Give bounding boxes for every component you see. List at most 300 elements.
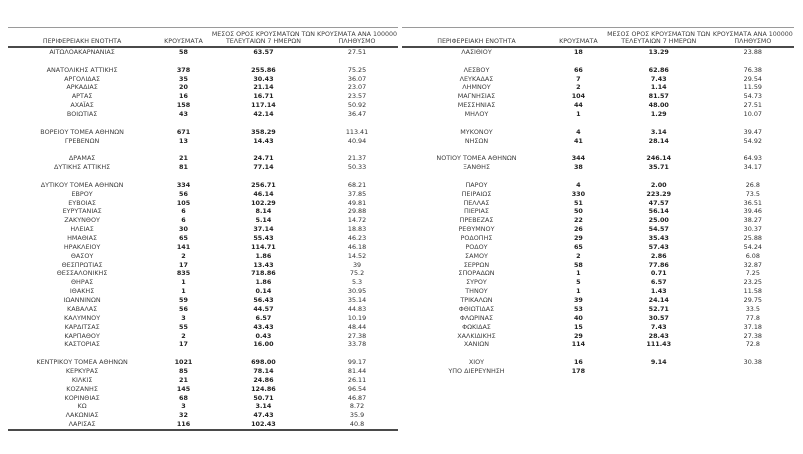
cases-value: 330 (571, 189, 586, 198)
per-100k-value: 14.72 (347, 216, 367, 225)
cases-value: 158 (176, 101, 191, 110)
avg-7day-value: 63.57 (253, 48, 274, 56)
region-name: ΚΑΛΥΜΝΟΥ (64, 313, 101, 322)
avg-7day-value: 1.29 (650, 110, 667, 119)
per-100k-value: 33.78 (347, 340, 367, 349)
table-row (402, 110, 794, 119)
col-header-cases-per-100k: ΚΡΟΥΣΜΑΤΑ ΑΝΑ 100000 ΠΛΗΘΥΣΜΟ (712, 30, 793, 45)
cases-value: 38 (573, 163, 583, 172)
per-100k-value: 21.37 (347, 154, 367, 163)
avg-7day-value: 358.29 (251, 127, 276, 136)
per-100k-value: 46.18 (347, 242, 367, 251)
table-row (402, 296, 794, 305)
table-row (402, 137, 794, 146)
table-row (402, 190, 794, 199)
per-100k-value: 27.51 (743, 101, 762, 110)
table-row (402, 66, 794, 75)
cases-value: 2 (181, 251, 186, 260)
avg-7day-value: 5.14 (255, 216, 272, 225)
per-100k-value: 75.2 (349, 269, 365, 278)
table-header (402, 27, 794, 48)
region-name: ΚΟΡΙΝΘΙΑΣ (64, 393, 100, 402)
table-row (8, 110, 398, 119)
per-100k-value: 37.85 (347, 189, 367, 198)
avg-7day-value: 44.57 (253, 304, 274, 313)
cases-value: 4 (576, 127, 581, 136)
group-spacer (8, 172, 398, 181)
table-row (8, 83, 398, 92)
region-name: ΣΕΡΡΩΝ (463, 260, 490, 269)
per-100k-value: 40.8 (349, 420, 365, 429)
table-row (8, 402, 398, 411)
per-100k-value: 30.38 (743, 358, 762, 367)
col-header-cases: ΚΡΟΥΣΜΑΤΑ (559, 37, 598, 45)
cases-value: 105 (176, 198, 191, 207)
table-row (8, 420, 398, 429)
table-row (8, 340, 398, 349)
avg-7day-value: 52.71 (648, 304, 669, 313)
cases-value: 145 (176, 384, 191, 393)
per-100k-value: 113.41 (345, 127, 369, 136)
avg-7day-value: 28.14 (648, 136, 669, 145)
region-name: ΕΥΡΥΤΑΝΙΑΣ (62, 207, 102, 216)
region-name: ΑΝΑΤΟΛΙΚΗΣ ΑΤΤΙΚΗΣ (46, 65, 118, 74)
avg-7day-value: 30.43 (253, 74, 274, 83)
cases-value: 81 (179, 163, 188, 172)
cases-value: 56 (179, 304, 188, 313)
avg-7day-value: 6.57 (650, 278, 667, 287)
region-name: ΛΕΣΒΟΥ (463, 65, 490, 74)
avg-7day-value: 21.14 (253, 83, 274, 92)
per-100k-value: 37.18 (743, 322, 762, 331)
table-row (402, 199, 794, 208)
avg-7day-value: 14.43 (253, 136, 274, 145)
cases-value: 4 (576, 180, 581, 189)
cases-value: 58 (179, 48, 188, 56)
avg-7day-value: 8.14 (255, 207, 272, 216)
region-name: ΧΙΟΥ (468, 358, 485, 367)
table-row (8, 199, 398, 208)
cases-value: 1021 (174, 358, 193, 367)
per-100k-value: 68.21 (347, 180, 367, 189)
group-spacer (8, 349, 398, 358)
avg-7day-value: 57.43 (648, 242, 669, 251)
table-body (8, 48, 398, 431)
region-name: ΜΕΣΣΗΝΙΑΣ (457, 101, 496, 110)
region-name: ΡΟΔΟΥ (465, 242, 488, 251)
region-name: ΠΑΡΟΥ (465, 180, 488, 189)
per-100k-value: 10.07 (743, 110, 762, 119)
per-100k-value: 50.33 (347, 163, 367, 172)
table-row (402, 154, 794, 163)
per-100k-value: 81.44 (347, 366, 367, 375)
region-name: ΛΑΡΙΣΑΣ (68, 420, 96, 429)
table-row (8, 163, 398, 172)
cases-value: 53 (573, 304, 583, 313)
table-row (8, 394, 398, 403)
avg-7day-value (606, 367, 712, 376)
per-100k-value: 5.3 (351, 278, 363, 287)
cases-value: 6 (181, 207, 186, 216)
per-100k-value: 72.8 (745, 340, 760, 349)
per-100k-value: 27.38 (347, 331, 367, 340)
table-row (8, 243, 398, 252)
region-name: ΕΒΡΟΥ (71, 189, 93, 198)
per-100k-value: 35.14 (347, 296, 367, 305)
cases-value: 29 (573, 331, 583, 340)
region-name: ΑΡΓΟΛΙΔΑΣ (64, 74, 101, 83)
cases-value: 116 (176, 420, 191, 429)
avg-7day-value: 35.71 (648, 163, 669, 172)
avg-7day-value: 3.14 (255, 402, 272, 411)
region-name: ΣΠΟΡΑΔΩΝ (458, 269, 495, 278)
per-100k-value: 29.54 (743, 74, 762, 83)
region-name: ΥΠΟ ΔΙΕΡΕΥΝΗΣΗ (448, 366, 505, 375)
avg-7day-value: 30.57 (648, 313, 669, 322)
avg-7day-value: 1.86 (255, 251, 272, 260)
cases-value: 1 (576, 287, 581, 296)
cases-value: 26 (573, 225, 583, 234)
per-100k-value: 26.8 (745, 180, 760, 189)
per-100k-value: 32.87 (743, 260, 762, 269)
cases-value: 17 (179, 260, 188, 269)
table-body (402, 48, 794, 376)
table-row (402, 358, 794, 367)
per-100k-value: 44.83 (347, 304, 367, 313)
per-100k-value: 76.38 (743, 65, 762, 74)
avg-7day-value: 50.71 (253, 393, 274, 402)
per-100k-value: 54.24 (743, 242, 762, 251)
avg-7day-value: 6.57 (255, 313, 272, 322)
region-name: ΛΕΥΚΑΔΑΣ (459, 74, 494, 83)
region-name: ΚΕΡΚΥΡΑΣ (65, 366, 99, 375)
cases-value: 114 (571, 340, 586, 349)
regional-cases-table-left (8, 27, 398, 431)
cases-value: 16 (179, 92, 188, 101)
table-row (8, 358, 398, 367)
group-spacer (8, 57, 398, 66)
regional-cases-table-right (402, 27, 794, 376)
per-100k-value: 29.88 (347, 207, 367, 216)
table-row (8, 385, 398, 394)
avg-7day-value: 25.00 (648, 216, 669, 225)
col-header-regional-unit: ΠΕΡΙΦΕΡΕΙΑΚΗ ΕΝΟΤΗΤΑ (42, 37, 122, 45)
table-row (402, 314, 794, 323)
table-row (8, 261, 398, 270)
avg-7day-value: 16.00 (253, 340, 274, 349)
region-name: ΘΑΣΟΥ (70, 251, 94, 260)
avg-7day-value: 1.43 (650, 287, 667, 296)
region-name: ΑΙΤΩΛΟΑΚΑΡΝΑΝΙΑΣ (49, 48, 115, 56)
cases-value: 1 (576, 269, 581, 278)
cases-value: 2 (576, 251, 581, 260)
per-100k-value: 46.87 (347, 393, 367, 402)
avg-7day-value: 28.43 (648, 331, 669, 340)
cases-value: 30 (179, 225, 188, 234)
per-100k-value: 8.72 (349, 402, 365, 411)
cases-value: 344 (571, 154, 586, 163)
per-100k-value: 23.07 (347, 83, 367, 92)
per-100k-value (712, 367, 794, 376)
cases-value: 40 (573, 313, 583, 322)
avg-7day-value: 255.86 (251, 65, 276, 74)
table-row (402, 323, 794, 332)
cases-value: 2 (181, 331, 186, 340)
avg-7day-value: 24.14 (648, 296, 669, 305)
table-row (8, 137, 398, 146)
table-row (402, 163, 794, 172)
per-100k-value: 73.5 (745, 189, 760, 198)
table-row (402, 128, 794, 137)
cases-value: 41 (573, 136, 583, 145)
per-100k-value: 99.17 (347, 358, 367, 367)
table-row (8, 314, 398, 323)
table-row (402, 367, 794, 376)
avg-7day-value: 117.14 (251, 101, 276, 110)
region-name: ΚΕΝΤΡΙΚΟΥ ΤΟΜΕΑ ΑΘΗΝΩΝ (36, 358, 128, 367)
cases-value: 334 (176, 180, 191, 189)
avg-7day-value: 718.86 (251, 269, 276, 278)
cases-value: 20 (179, 83, 188, 92)
table-row (8, 411, 398, 420)
per-100k-value: 38.27 (743, 216, 762, 225)
col-header-cases-per-100k: ΚΡΟΥΣΜΑΤΑ ΑΝΑ 100000 ΠΛΗΘΥΣΜΟ (317, 30, 397, 45)
region-name: ΣΑΜΟΥ (465, 251, 488, 260)
table-row (8, 216, 398, 225)
avg-7day-value: 1.86 (255, 278, 272, 287)
region-name: ΤΡΙΚΑΛΩΝ (460, 296, 493, 305)
per-100k-value: 54.73 (743, 92, 762, 101)
region-name: ΔΥΤΙΚΗΣ ΑΤΤΙΚΗΣ (53, 163, 111, 172)
per-100k-value: 27.51 (347, 48, 367, 56)
table-row (8, 48, 398, 57)
per-100k-value: 77.8 (745, 313, 760, 322)
region-name: ΓΡΕΒΕΝΩΝ (64, 136, 100, 145)
region-name: ΘΗΡΑΣ (71, 278, 94, 287)
per-100k-value: 7.25 (745, 269, 760, 278)
avg-7day-value: 256.71 (251, 180, 276, 189)
cases-value: 3 (181, 402, 186, 411)
avg-7day-value: 56.43 (253, 296, 274, 305)
avg-7day-value: 24.86 (253, 375, 274, 384)
table-row (8, 278, 398, 287)
avg-7day-value: 124.86 (251, 384, 276, 393)
avg-7day-value: 0.43 (255, 331, 272, 340)
per-100k-value: 23.57 (347, 92, 367, 101)
region-name: ΔΡΑΜΑΣ (68, 154, 96, 163)
region-name: ΖΑΚΥΝΘΟΥ (64, 216, 100, 225)
table-row (8, 234, 398, 243)
avg-7day-value: 43.43 (253, 322, 274, 331)
group-spacer (402, 145, 794, 154)
region-name: ΛΗΜΝΟΥ (462, 83, 491, 92)
avg-7day-value: 55.43 (253, 234, 274, 243)
avg-7day-value: 111.43 (646, 340, 672, 349)
table-row (8, 323, 398, 332)
table-row (402, 234, 794, 243)
cases-value: 68 (179, 393, 188, 402)
cases-value: 21 (179, 375, 188, 384)
cases-value: 13 (179, 136, 188, 145)
region-name: ΗΜΑΘΙΑΣ (67, 234, 98, 243)
cases-value: 178 (571, 366, 586, 375)
avg-7day-value: 0.71 (650, 269, 667, 278)
per-100k-value: 36.51 (743, 198, 762, 207)
col-header-7day-average: ΜΕΣΟΣ ΟΡΟΣ ΚΡΟΥΣΜΑΤΩΝ ΤΩΝ ΤΕΛΕΥΤΑΙΩΝ 7 ΗΜΕΡΩΝ (211, 30, 316, 45)
table-row (402, 101, 794, 110)
per-100k-value: 23.25 (743, 278, 762, 287)
cases-value: 141 (176, 242, 191, 251)
per-100k-value: 33.5 (745, 304, 760, 313)
region-name: ΙΘΑΚΗΣ (69, 287, 95, 296)
cases-value: 671 (176, 127, 191, 136)
region-name: ΡΕΘΥΜΝΟΥ (458, 225, 495, 234)
cases-value: 7 (576, 74, 581, 83)
region-name: ΜΗΛΟΥ (464, 110, 489, 119)
cases-value: 39 (573, 296, 583, 305)
avg-7day-value: 16.71 (253, 92, 274, 101)
region-name: ΘΕΣΠΡΩΤΙΑΣ (61, 260, 103, 269)
region-name: ΡΟΔΟΠΗΣ (460, 234, 493, 243)
table-row (402, 269, 794, 278)
region-name: ΕΥΒΟΙΑΣ (68, 198, 96, 207)
cases-value: 378 (176, 65, 191, 74)
per-100k-value: 49.81 (347, 198, 367, 207)
cases-value: 104 (571, 92, 586, 101)
cases-value: 3 (181, 313, 186, 322)
cases-value: 56 (179, 189, 188, 198)
avg-7day-value: 7.43 (650, 322, 667, 331)
region-name: ΜΥΚΟΝΟΥ (460, 127, 493, 136)
avg-7day-value: 2.00 (650, 180, 667, 189)
region-name: ΤΗΝΟΥ (465, 287, 488, 296)
table-row (402, 287, 794, 296)
avg-7day-value: 223.29 (646, 189, 672, 198)
table-row (8, 92, 398, 101)
region-name: ΑΡΚΑΔΙΑΣ (66, 83, 98, 92)
cases-value: 6 (181, 216, 186, 225)
region-name: ΚΩ (77, 402, 87, 411)
table-row (8, 66, 398, 75)
cases-value: 50 (573, 207, 583, 216)
table-row (402, 181, 794, 190)
region-name: ΦΘΙΩΤΙΔΑΣ (458, 304, 495, 313)
per-100k-value: 48.44 (347, 322, 367, 331)
cases-value: 66 (573, 65, 583, 74)
region-name: ΚΑΒΑΛΑΣ (67, 304, 98, 313)
table-row (402, 340, 794, 349)
per-100k-value: 29.75 (743, 296, 762, 305)
per-100k-value: 11.59 (743, 83, 762, 92)
avg-7day-value: 56.14 (648, 207, 669, 216)
cases-value: 32 (179, 411, 188, 420)
table-row (402, 92, 794, 101)
avg-7day-value: 62.86 (648, 65, 669, 74)
group-spacer (8, 119, 398, 128)
col-header-regional-unit: ΠΕΡΙΦΕΡΕΙΑΚΗ ΕΝΟΤΗΤΑ (437, 37, 516, 45)
avg-7day-value: 77.86 (648, 260, 669, 269)
cases-value: 2 (576, 83, 581, 92)
per-100k-value: 27.38 (743, 331, 762, 340)
region-name: ΗΛΕΙΑΣ (70, 225, 94, 234)
per-100k-value: 23.88 (743, 48, 762, 56)
table-row (402, 207, 794, 216)
per-100k-value: 30.95 (347, 287, 367, 296)
cases-value: 21 (179, 154, 188, 163)
avg-7day-value: 0.14 (255, 287, 272, 296)
table-row (402, 243, 794, 252)
per-100k-value: 40.94 (347, 136, 367, 145)
table-row (402, 75, 794, 84)
cases-value: 43 (179, 110, 188, 119)
per-100k-value: 10.19 (347, 313, 367, 322)
cases-value: 55 (179, 322, 188, 331)
region-name: ΝΟΤΙΟΥ ΤΟΜΕΑ ΑΘΗΝΩΝ (436, 154, 517, 163)
avg-7day-value: 13.43 (253, 260, 274, 269)
per-100k-value: 46.23 (347, 234, 367, 243)
avg-7day-value: 102.43 (251, 420, 276, 429)
cases-value: 65 (573, 242, 583, 251)
region-name: ΔΥΤΙΚΟΥ ΤΟΜΕΑ ΑΘΗΝΩΝ (40, 180, 124, 189)
avg-7day-value: 3.14 (650, 127, 667, 136)
avg-7day-value: 48.00 (648, 101, 669, 110)
per-100k-value: 39.47 (743, 127, 762, 136)
cases-value: 5 (576, 278, 581, 287)
region-name: ΒΟΡΕΙΟΥ ΤΟΜΕΑ ΑΘΗΝΩΝ (40, 127, 124, 136)
region-name: ΚΑΡΔΙΤΣΑΣ (64, 322, 100, 331)
table-row (8, 190, 398, 199)
per-100k-value: 50.92 (347, 101, 367, 110)
cases-value: 1 (181, 287, 186, 296)
table-row (402, 278, 794, 287)
per-100k-value: 39 (352, 260, 362, 269)
region-name: ΜΑΓΝΗΣΙΑΣ (457, 92, 496, 101)
per-100k-value: 18.83 (347, 225, 367, 234)
avg-7day-value: 35.43 (648, 234, 669, 243)
table-row (402, 305, 794, 314)
avg-7day-value: 47.43 (253, 411, 274, 420)
avg-7day-value: 77.14 (253, 163, 274, 172)
table-row (402, 332, 794, 341)
region-name: ΛΑΣΙΘΙΟΥ (461, 48, 492, 56)
region-name: ΒΟΙΩΤΙΑΣ (66, 110, 98, 119)
table-row (402, 216, 794, 225)
cases-value: 835 (176, 269, 191, 278)
avg-7day-value: 102.29 (251, 198, 276, 207)
region-name: ΚΑΣΤΟΡΙΑΣ (64, 340, 100, 349)
avg-7day-value: 9.14 (650, 358, 667, 367)
table-header (8, 27, 398, 48)
per-100k-value: 36.47 (347, 110, 367, 119)
region-name: ΦΛΩΡΙΝΑΣ (459, 313, 494, 322)
region-name: ΧΑΝΙΩΝ (463, 340, 490, 349)
group-spacer (402, 349, 794, 358)
per-100k-value: 64.93 (743, 154, 762, 163)
avg-7day-value: 46.14 (253, 189, 274, 198)
cases-value: 58 (573, 260, 583, 269)
region-name: ΦΩΚΙΔΑΣ (462, 322, 491, 331)
cases-value: 29 (573, 234, 583, 243)
avg-7day-value: 24.71 (253, 154, 274, 163)
per-100k-value: 39.46 (743, 207, 762, 216)
region-name: ΚΑΡΠΑΘΟΥ (64, 331, 100, 340)
region-name: ΠΕΛΛΑΣ (463, 198, 490, 207)
avg-7day-value: 1.14 (650, 83, 667, 92)
region-name: ΑΧΑΪΑΣ (70, 101, 94, 110)
avg-7day-value: 114.71 (251, 242, 276, 251)
cases-value: 16 (573, 358, 583, 367)
per-100k-value: 25.88 (743, 234, 762, 243)
